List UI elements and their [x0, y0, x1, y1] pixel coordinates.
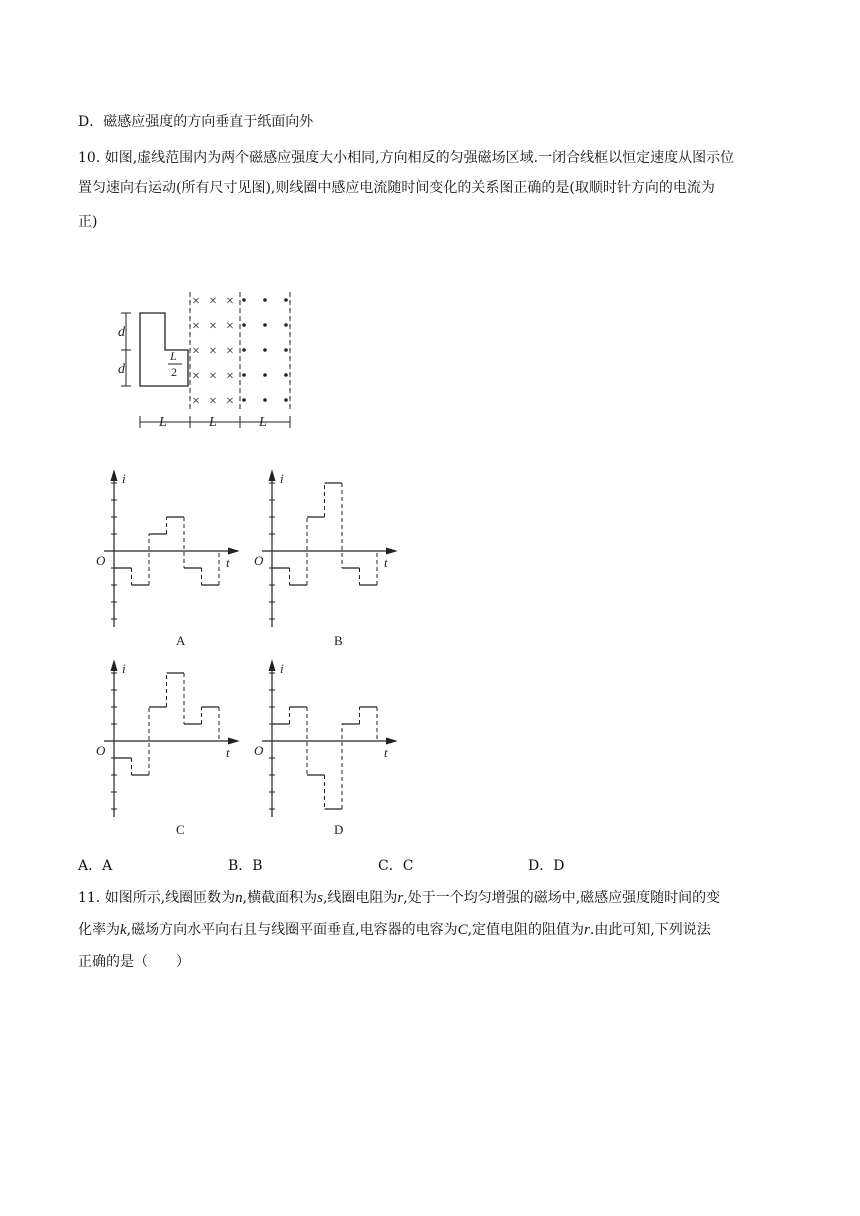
field-diagram — [121, 292, 290, 428]
graph-caption-a: A — [176, 633, 186, 648]
field-cross-mark: × — [226, 319, 234, 334]
answer-option-d[interactable]: D．D — [528, 858, 565, 874]
answer-option-a[interactable]: A．A — [78, 858, 113, 874]
field-dot-mark — [284, 348, 288, 352]
axis-label-t: t — [384, 745, 388, 760]
axis-label-t: t — [226, 745, 230, 760]
graph-caption-b: B — [334, 633, 343, 648]
q11-text-line1: 11. 如图所示,线圈匝数为n,横截面积为s,线圈电阻为r,处于一个均匀增强的磁场中,磁感应强度随时间的变 — [78, 890, 721, 906]
axis-label-i: i — [122, 471, 126, 486]
origin-label: O — [96, 743, 106, 758]
field-dot-mark — [263, 373, 267, 377]
field-dot-mark — [242, 323, 246, 327]
label-L-2: L — [209, 415, 217, 430]
field-dot-mark — [284, 323, 288, 327]
q11-text-line3: 正确的是（ ） — [78, 954, 190, 970]
field-dot-mark — [242, 348, 246, 352]
field-cross-mark: × — [192, 344, 200, 359]
axis-label-i: i — [122, 661, 126, 676]
field-cross-mark: × — [192, 369, 200, 384]
label-half-L-numerator: L — [170, 349, 177, 363]
graph-d — [254, 661, 396, 817]
graph-c — [96, 661, 238, 817]
graph-caption-c: C — [176, 822, 185, 837]
answer-option-b[interactable]: B．B — [228, 858, 263, 874]
field-cross-mark: × — [226, 344, 234, 359]
label-d-top: d — [118, 325, 125, 340]
origin-label: O — [96, 553, 106, 568]
field-dot-mark — [263, 323, 267, 327]
q9-option-d: D．磁感应强度的方向垂直于纸面向外 — [78, 114, 314, 130]
label-L-1: L — [159, 415, 167, 430]
q10-text-line2: 置匀速向右运动(所有尺寸见图),则线圈中感应电流随时间变化的关系图正确的是(取顺时针方向的电流为 — [78, 180, 715, 196]
field-dot-mark — [242, 298, 246, 302]
q11-text-line2: 化率为k,磁场方向水平向右且与线圈平面垂直,电容器的电容为C,定值电阻的阻值为r.由此可知,下列说法 — [78, 922, 711, 938]
field-cross-mark: × — [209, 319, 217, 334]
field-dot-mark — [263, 398, 267, 402]
axis-label-i: i — [280, 471, 284, 486]
field-cross-mark: × — [192, 394, 200, 409]
field-cross-mark: × — [209, 394, 217, 409]
field-cross-mark: × — [209, 294, 217, 309]
graph-a — [96, 471, 238, 627]
axis-label-t: t — [384, 555, 388, 570]
field-cross-mark: × — [226, 294, 234, 309]
field-dot-mark — [284, 398, 288, 402]
origin-label: O — [254, 553, 264, 568]
graph-caption-d: D — [334, 822, 344, 837]
field-cross-mark: × — [192, 319, 200, 334]
graph-b — [254, 471, 396, 627]
answer-option-c[interactable]: C．C — [378, 858, 414, 874]
field-dot-mark — [284, 373, 288, 377]
field-dot-mark — [242, 398, 246, 402]
field-cross-mark: × — [226, 394, 234, 409]
field-dot-mark — [263, 298, 267, 302]
axis-label-t: t — [226, 555, 230, 570]
label-L-3: L — [259, 415, 267, 430]
current-time-graphs — [96, 471, 396, 817]
q10-text-line3: 正) — [78, 214, 98, 230]
field-dot-mark — [284, 298, 288, 302]
q10-text-line1: 10. 如图,虚线范围内为两个磁感应强度大小相同,方向相反的匀强磁场区域.一闭合线框以恒定速度从图示位 — [78, 150, 735, 166]
field-cross-mark: × — [192, 294, 200, 309]
axis-label-i: i — [280, 661, 284, 676]
field-cross-mark: × — [209, 369, 217, 384]
field-dot-mark — [242, 373, 246, 377]
field-cross-mark: × — [226, 369, 234, 384]
field-cross-mark: × — [209, 344, 217, 359]
label-d-bottom: d — [118, 362, 125, 377]
field-dot-mark — [263, 348, 267, 352]
label-half-L-denominator: 2 — [171, 365, 177, 379]
origin-label: O — [254, 743, 264, 758]
